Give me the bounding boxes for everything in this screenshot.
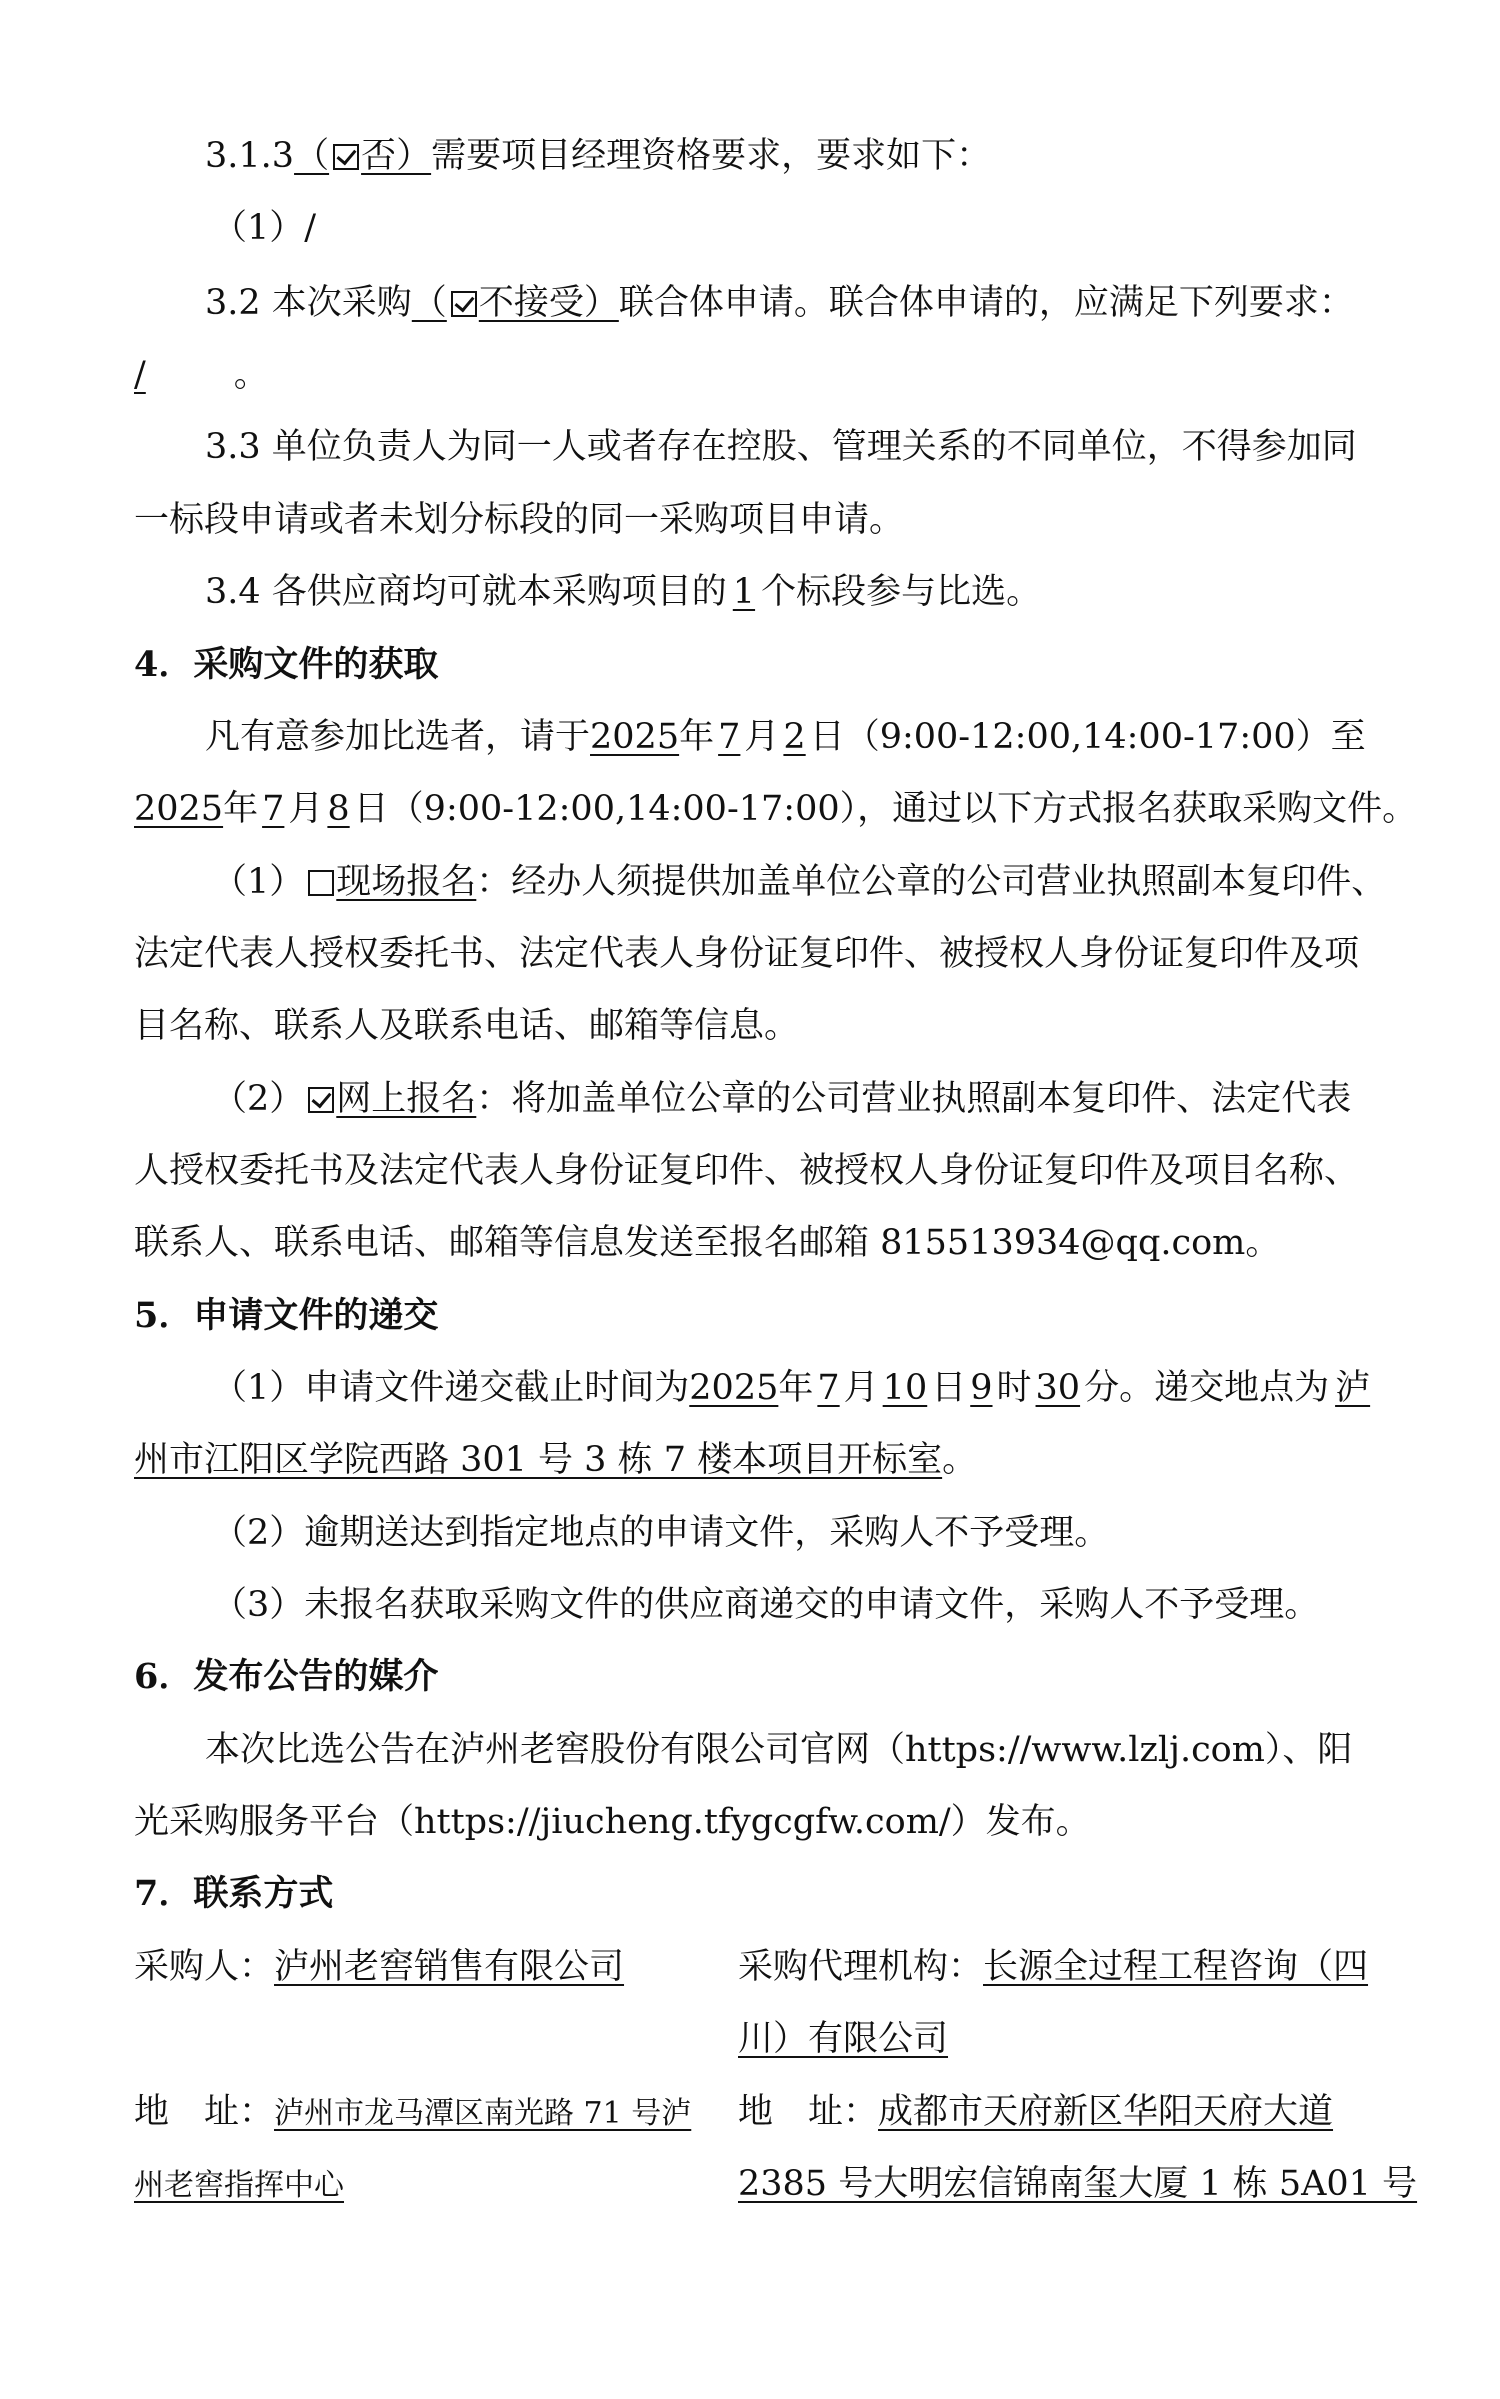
section-heading-5: 5．申请文件的递交 [134,1295,439,1336]
unchecked-box-icon [308,870,334,896]
section-heading-4: 4．采购文件的获取 [134,644,439,685]
clause-number: 3.1.3 [205,136,295,176]
online-registration: （2） 网上报名：将加盖单位公章的公司营业执照副本复印件、法定代表 [212,1079,1352,1119]
clause-3-2-line2: / 。 [134,355,269,395]
submission-deadline: （1）申请文件递交截止时间为2025年 7 月 10 日 9 时 30 分。递交地点为 泸 [212,1368,1371,1408]
buyer-address: 地 址：泸州市龙马潭区南光路 71 号泸 [134,2092,692,2132]
onsite-registration-line3: 目名称、联系人及联系电话、邮箱等信息。 [134,1006,800,1046]
checked-box-icon [451,291,477,317]
online-registration-line2: 人授权委托书及法定代表人身份证复印件、被授权人身份证复印件及项目名称、 [134,1151,1360,1191]
online-registration-line3: 联系人、联系电话、邮箱等信息发送至报名邮箱 815513934@qq.com。 [134,1223,1281,1263]
buyer-address-line2: 州老窖指挥中心 [134,2168,344,2203]
late-submission-note: （2）逾期送达到指定地点的申请文件，采购人不予受理。 [212,1513,1110,1553]
media-line1: 本次比选公告在泸州老窖股份有限公司官网（https://www.lzlj.com）、阳 [205,1730,1353,1770]
clause-3-3: 3.3 单位负责人为同一人或者存在控股、管理关系的不同单位，不得参加同 [205,427,1357,467]
agent-contact: 采购代理机构：长源全过程工程咨询（四 [738,1947,1369,1987]
registration-period-line1: 凡有意参加比选者，请于2025年 7 月 2 日（9:00-12:00,14:00-17:00）至 [205,717,1366,757]
section-heading-6: 6．发布公告的媒介 [134,1656,439,1697]
media-line2: 光采购服务平台（https://jiucheng.tfygcgfw.com/）发布。 [134,1802,1091,1842]
onsite-registration-label: 现场报名 [336,862,477,902]
consortium-option: （ 不接受） [411,283,619,323]
online-registration-label: 网上报名 [336,1079,477,1119]
clause-3-1-3-item: （1）/ [212,208,317,248]
clause-3-4: 3.4 各供应商均可就本采购项目的 1 个标段参与比选。 [205,572,1042,612]
manager-requirement-option: （ 否） [294,136,432,176]
clause-text: 需要项目经理资格要求，要求如下： [431,136,992,176]
clause-3-1-3 [205,133,1500,179]
agent-name-line2: 川）有限公司 [738,2019,949,2059]
checked-box-icon [308,1087,334,1113]
onsite-registration: （1） 现场报名：经办人须提供加盖单位公章的公司营业执照副本复印件、 [212,862,1387,902]
checked-box-icon [333,144,359,170]
agent-address: 地 址：成都市天府新区华阳天府大道 [738,2092,1334,2132]
registration-period-line2: 2025年 7 月 8 日（9:00-12:00,14:00-17:00），通过以下方式报名获取采购文件。 [134,789,1418,829]
section-heading-7: 7．联系方式 [134,1873,334,1914]
agent-address-line2: 2385 号大明宏信锦南玺大厦 1 栋 5A01 号 [738,2164,1418,2204]
agent-name: 长源全过程工程咨询（四 [983,1947,1369,1987]
buyer-name: 泸州老窖销售有限公司 [274,1947,625,1987]
buyer-address-text: 泸州市龙马潭区南光路 71 号泸 [274,2096,692,2131]
clause-3-3-line2: 一标段申请或者未划分标段的同一采购项目申请。 [134,500,905,540]
clause-3-2: 3.2 本次采购（ 不接受）联合体申请。联合体申请的，应满足下列要求： [205,283,1354,323]
onsite-registration-line2: 法定代表人授权委托书、法定代表人身份证复印件、被授权人身份证复印件及项 [134,934,1360,974]
buyer-contact: 采购人：泸州老窖销售有限公司 [134,1947,625,1987]
unregistered-submission-note: （3）未报名获取采购文件的供应商递交的申请文件，采购人不予受理。 [212,1585,1320,1625]
submission-location: 州市江阳区学院西路 301 号 3 栋 7 楼本项目开标室。 [134,1440,978,1480]
agent-address-text: 成都市天府新区华阳天府大道 [878,2092,1334,2132]
